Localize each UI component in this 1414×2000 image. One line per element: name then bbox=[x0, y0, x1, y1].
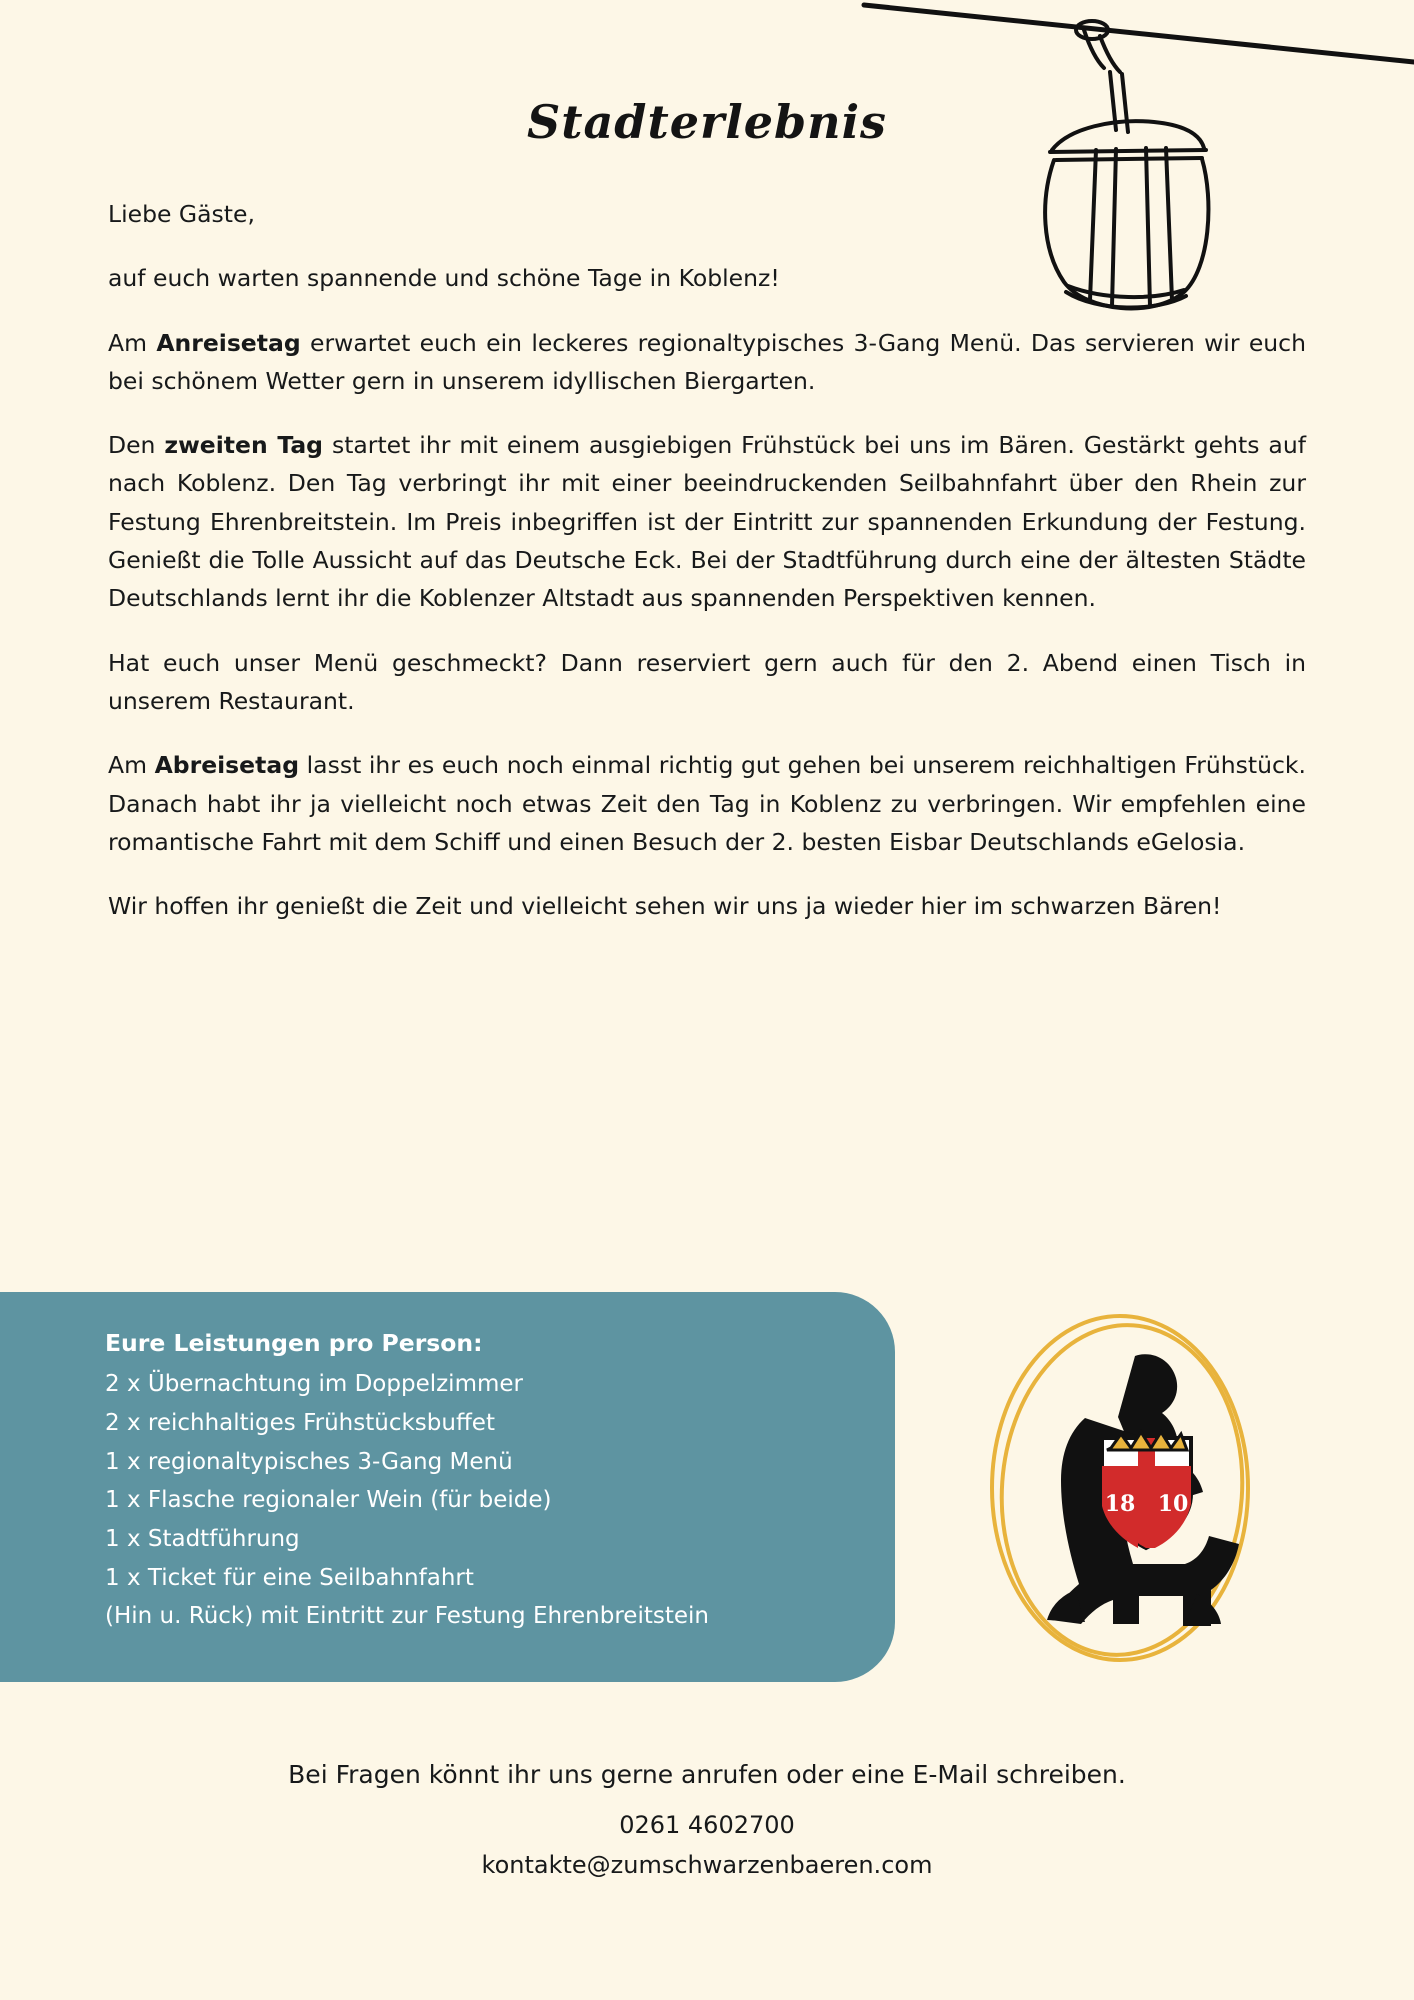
services-title: Eure Leistungen pro Person: bbox=[105, 1329, 483, 1357]
page-title: Stadterlebnis bbox=[527, 95, 887, 149]
services-list bbox=[105, 1365, 855, 1635]
letter-body bbox=[108, 195, 1306, 951]
list-item: 1 x Stadtführung bbox=[105, 1525, 300, 1552]
list-item: 1 x regionaltypisches 3-Gang Menü bbox=[105, 1448, 513, 1475]
abreisetag-bold: Abreisetag bbox=[154, 751, 300, 780]
paragraph-anreisetag bbox=[108, 324, 1306, 401]
footer bbox=[0, 1760, 1414, 1879]
footer-contact-prompt: Bei Fragen könnt ihr uns gerne anrufen oder eine E-Mail schreiben. bbox=[288, 1760, 1126, 1789]
paragraph-schluss: Wir hoffen ihr genießt die Zeit und vielleicht sehen wir uns ja wieder hier im schwarzen Bären! bbox=[108, 892, 1222, 921]
abreisetag-lead: Am bbox=[108, 751, 155, 780]
services-box bbox=[0, 1292, 895, 1682]
anreisetag-lead: Am bbox=[108, 328, 157, 357]
footer-email[interactable]: kontakte@zumschwarzenbaeren.com bbox=[481, 1851, 933, 1879]
zweiter-tag-text: startet ihr mit einem ausgiebigen Frühstück bei uns im Bären. Gestärkt gehts auf nach Koblenz. Den Tag verbringt ihr mit einer beeindruckenden Seilbahnfahrt über den Rhein zur Festung Ehrenbreitstein. Im Preis inbegriffen ist der Eintritt zur spannenden Erkundung der Festung. Genießt die Tolle Aussicht auf das Deutsche Eck. Bei der Stadtführung durch eine der ältesten Städte Deutschlands lernt ihr die Koblenzer Altstadt aus spannenden Perspektiven kennen. bbox=[108, 431, 1306, 613]
list-item: (Hin u. Rück) mit Eintritt zur Festung Ehrenbreitstein bbox=[105, 1603, 709, 1630]
footer-phone[interactable]: 0261 4602700 bbox=[619, 1811, 795, 1839]
emblem-year-left: 18 bbox=[1104, 1491, 1136, 1517]
list-item: 1 x Ticket für eine Seilbahnfahrt bbox=[105, 1564, 474, 1591]
paragraph-zweiter-tag bbox=[108, 426, 1306, 617]
anreisetag-text: erwartet euch ein leckeres regionaltypisches 3-Gang Menü. Das servieren wir euch bei schönem Wetter gern in unserem idyllischen Biergarten. bbox=[108, 328, 1306, 395]
bear-emblem-logo bbox=[965, 1298, 1275, 1678]
zweiter-tag-bold: zweiten Tag bbox=[164, 431, 324, 460]
salutation: Liebe Gäste, bbox=[108, 200, 255, 228]
emblem-year-right: 10 bbox=[1157, 1491, 1189, 1517]
abreisetag-text: lasst ihr es euch noch einmal richtig gut gehen bei unserem reichhaltigen Frühstück. Danach habt ihr ja vielleicht noch etwas Zeit den Tag in Koblenz zu verbringen. Wir empfehlen eine romantische Fahrt mit dem Schiff und einen Besuch der 2. besten Eisbar Deutschlands eGelosia. bbox=[108, 751, 1306, 856]
zweiter-tag-lead: Den bbox=[108, 431, 165, 460]
list-item: 1 x Flasche regionaler Wein (für beide) bbox=[105, 1487, 552, 1514]
anreisetag-bold: Anreisetag bbox=[156, 328, 301, 357]
list-item: 2 x Übernachtung im Doppelzimmer bbox=[105, 1371, 523, 1398]
services-content bbox=[105, 1324, 855, 1636]
list-item: 2 x reichhaltiges Frühstücksbuffet bbox=[105, 1410, 495, 1437]
paragraph-reservierung: Hat euch unser Menü geschmeckt? Dann reserviert gern auch für den 2. Abend einen Tisch in unserem Restaurant. bbox=[108, 648, 1306, 715]
intro-line: auf euch warten spannende und schöne Tage in Koblenz! bbox=[108, 264, 780, 293]
paragraph-abreisetag bbox=[108, 746, 1306, 861]
